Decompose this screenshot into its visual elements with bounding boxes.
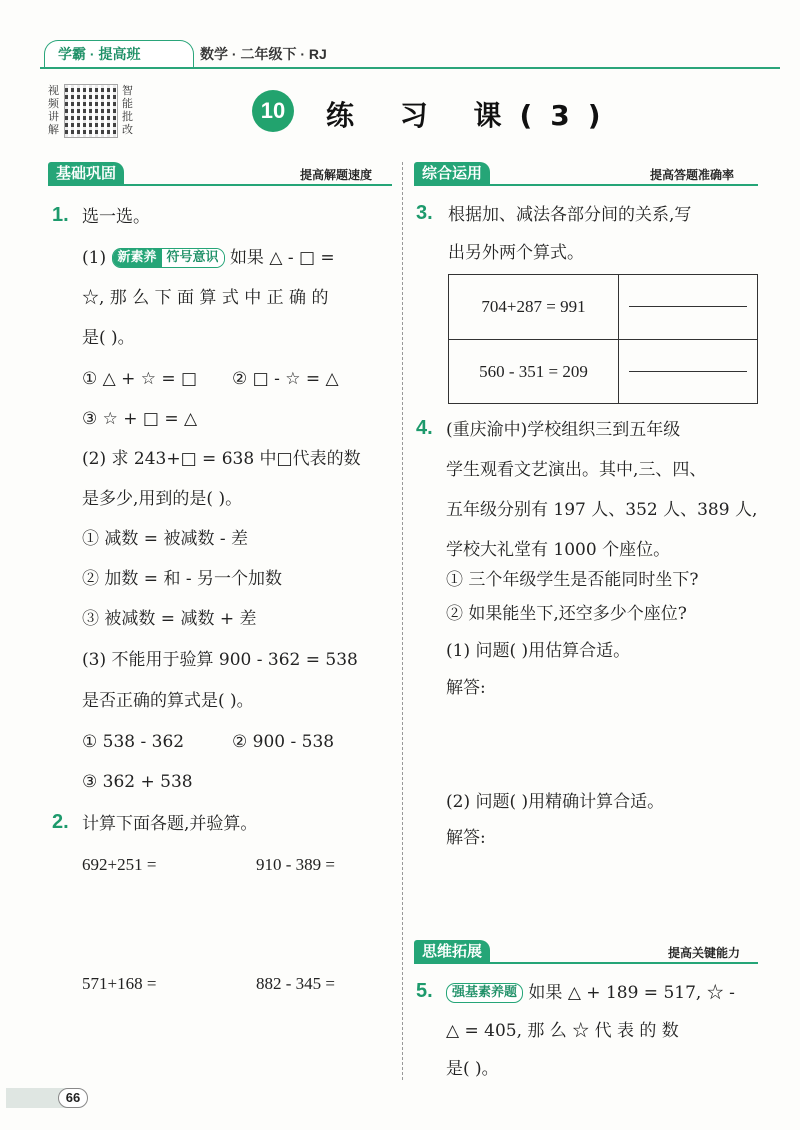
strong-base-tag: 强基素养题: [446, 983, 523, 1003]
qr-right-label: 智能批改: [122, 84, 133, 136]
q3-line2: 出另外两个算式。: [448, 243, 584, 263]
q4-number: 4.: [416, 417, 433, 439]
literacy-tag: [112, 248, 225, 268]
book-info: 数学 · 二年级下 · RJ: [200, 46, 327, 62]
q1-p2-line2: 是多少,用到的是( )。: [82, 489, 243, 509]
q4-answer2-label: 解答:: [446, 828, 486, 848]
section-comprehensive-subtitle: 提高答题准确率: [650, 168, 735, 182]
q1-p1-line3: 是( )。: [82, 328, 135, 348]
q2-expr-1: 692+251 =: [82, 855, 157, 874]
q1-p2-option-2: ② 加数 = 和 - 另一个加数: [82, 569, 283, 589]
q1-p1-line1-rest: 如果 △ - □ =: [229, 248, 335, 268]
q1-p2-line1: (2) 求 243+□ = 638 中□代表的数: [82, 449, 361, 469]
answer-line[interactable]: [629, 306, 747, 307]
table-row: [449, 275, 757, 339]
brand-name: 学霸 · 提高班: [58, 46, 141, 62]
column-divider: [402, 162, 403, 1080]
q2-number: 2.: [52, 811, 69, 833]
q1-p1-option-2: ② □ - ☆ = △: [232, 369, 339, 389]
q1-p3-option-1: ① 538 - 362: [82, 732, 185, 752]
section-basic-rule: [48, 184, 392, 186]
q1-p3-option-3: ③ 362 + 538: [82, 772, 193, 792]
q1-p1-prefix: (1): [82, 248, 107, 268]
page-number-tab: [6, 1088, 86, 1108]
lesson-number-badge: 10: [252, 90, 294, 132]
q1-p1-option-1: ① △ + ☆ = □: [82, 369, 198, 389]
q4-question-b: ② 如果能坐下,还空多少个座位?: [446, 604, 687, 624]
q4-line4: 学校大礼堂有 1000 个座位。: [446, 540, 671, 560]
page-number: 66: [58, 1088, 88, 1108]
header-rule: [40, 67, 780, 69]
q1-p1-line1: [82, 247, 335, 269]
q3-equation-1: 704+287 = 991: [449, 275, 619, 339]
q4-line1: (重庆渝中)学校组织三到五年级: [446, 420, 681, 440]
section-thinking-subtitle: 提高关键能力: [668, 946, 741, 960]
table-row: [449, 339, 757, 403]
relation-table: [448, 274, 758, 404]
q1-title: 选一选。: [82, 207, 150, 227]
q4-line3: 五年级分别有 197 人、352 人、389 人,: [446, 500, 758, 520]
q5-line2: △ = 405, 那 么 ☆ 代 表 的 数: [446, 1021, 679, 1041]
section-basic-banner: 基础巩固: [48, 162, 124, 184]
tag-new-literacy: 新素养: [113, 249, 162, 267]
answer-line[interactable]: [629, 371, 747, 372]
q2-expr-4: 882 - 345 =: [256, 974, 335, 993]
tag-symbol-sense: 符号意识: [162, 249, 224, 267]
section-thinking-rule: [414, 962, 758, 964]
q2-expr-2: 910 - 389 =: [256, 855, 335, 874]
q5-line1-rest: 如果 △ + 189 = 517, ☆ -: [528, 983, 735, 1003]
section-thinking-banner: 思维拓展: [414, 940, 490, 962]
q1-p3-line1: (3) 不能用于验算 900 - 362 = 538: [82, 650, 358, 670]
q3-number: 3.: [416, 202, 433, 224]
q3-line1: 根据加、减法各部分间的关系,写: [448, 205, 692, 225]
q2-expr-3: 571+168 =: [82, 974, 157, 993]
q4-answer1-label: 解答:: [446, 678, 486, 698]
q5-line1: [446, 982, 735, 1004]
q4-sub2: (2) 问题( )用精确计算合适。: [446, 792, 665, 812]
q1-p3-line2: 是否正确的算式是( )。: [82, 691, 254, 711]
q1-p1-option-3: ③ ☆ + □ = △: [82, 409, 198, 429]
q2-title: 计算下面各题,并验算。: [82, 814, 258, 834]
q1-p2-option-3: ③ 被减数 = 减数 + 差: [82, 609, 257, 629]
section-comprehensive-banner: 综合运用: [414, 162, 490, 184]
q1-p2-option-1: ① 减数 = 被减数 - 差: [82, 529, 249, 549]
q5-number: 5.: [416, 980, 433, 1002]
q5-line3: 是( )。: [446, 1059, 499, 1079]
q3-equation-2: 560 - 351 = 209: [449, 340, 619, 403]
section-comprehensive-rule: [414, 184, 758, 186]
qr-left-label: 视频讲解: [48, 84, 59, 136]
q4-question-a: ① 三个年级学生是否能同时坐下?: [446, 570, 699, 590]
q4-sub1: (1) 问题( )用估算合适。: [446, 641, 631, 661]
q4-line2: 学生观看文艺演出。其中,三、四、: [446, 460, 707, 480]
q1-p1-line2: ☆, 那 么 下 面 算 式 中 正 确 的: [82, 288, 329, 308]
section-basic-subtitle: 提高解题速度: [300, 168, 373, 182]
q1-number: 1.: [52, 204, 69, 226]
running-header: [0, 30, 800, 72]
q1-p3-option-2: ② 900 - 538: [232, 732, 335, 752]
page-title: 练 习 课(3): [326, 99, 619, 132]
qr-code-icon[interactable]: [64, 84, 118, 138]
